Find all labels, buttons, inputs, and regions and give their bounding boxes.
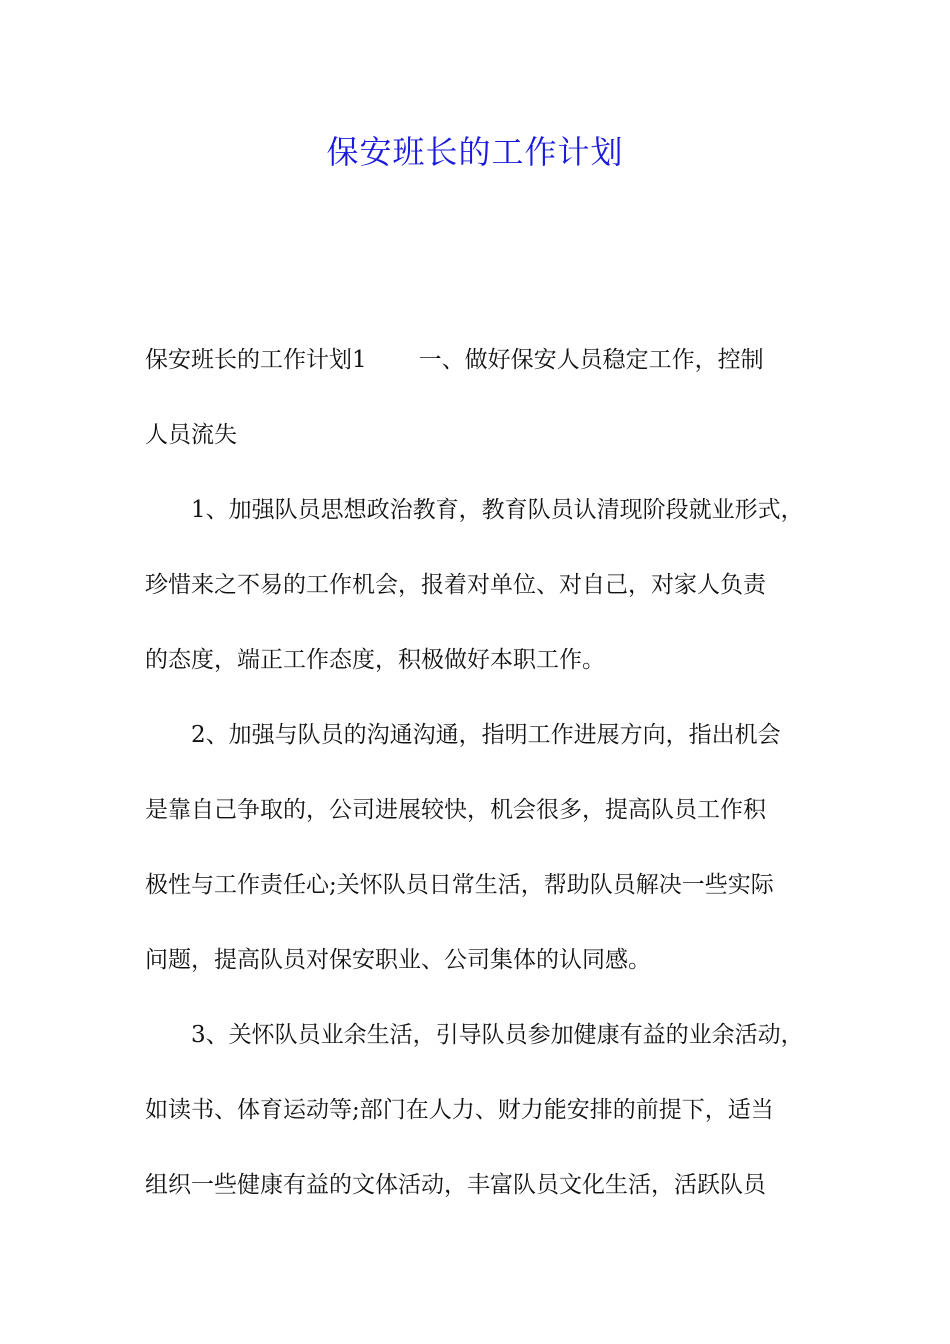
body-line-9: 问题，提高队员对保安职业、公司集体的认同感。 [145,947,651,973]
body-line-8: 极性与工作责任心;关怀队员日常生活，帮助队员解决一些实际 [145,872,774,898]
body-line-1 [145,337,820,412]
body-line-11: 如读书、体育运动等;部门在人力、财力能安排的前提下，适当 [145,1097,774,1123]
body-line-4: 珍惜来之不易的工作机会，报着对单位、对自己，对家人负责 [145,572,766,598]
document-body [145,337,820,1237]
body-line-2: 人员流失 [145,422,237,448]
section-heading: 保安班长的工作计划1 [145,347,367,373]
body-line-12: 组织一些健康有益的文体活动，丰富队员文化生活，活跃队员 [145,1172,766,1198]
document-title: 保安班长的工作计划 [326,133,624,171]
body-line-10: 3、关怀队员业余生活，引导队员参加健康有益的业余活动， [191,1022,804,1048]
body-line-6: 2、加强与队员的沟通沟通，指明工作进展方向，指出机会 [191,722,781,748]
body-line-7: 是靠自己争取的，公司进展较快，机会很多，提高队员工作积 [145,797,766,823]
body-line-3: 1、加强队员思想政治教育，教育队员认清现阶段就业形式， [191,497,804,523]
item-heading: 一、做好保安人员稳定工作，控制 [418,347,764,373]
body-line-5: 的态度，端正工作态度，积极做好本职工作。 [145,647,605,673]
